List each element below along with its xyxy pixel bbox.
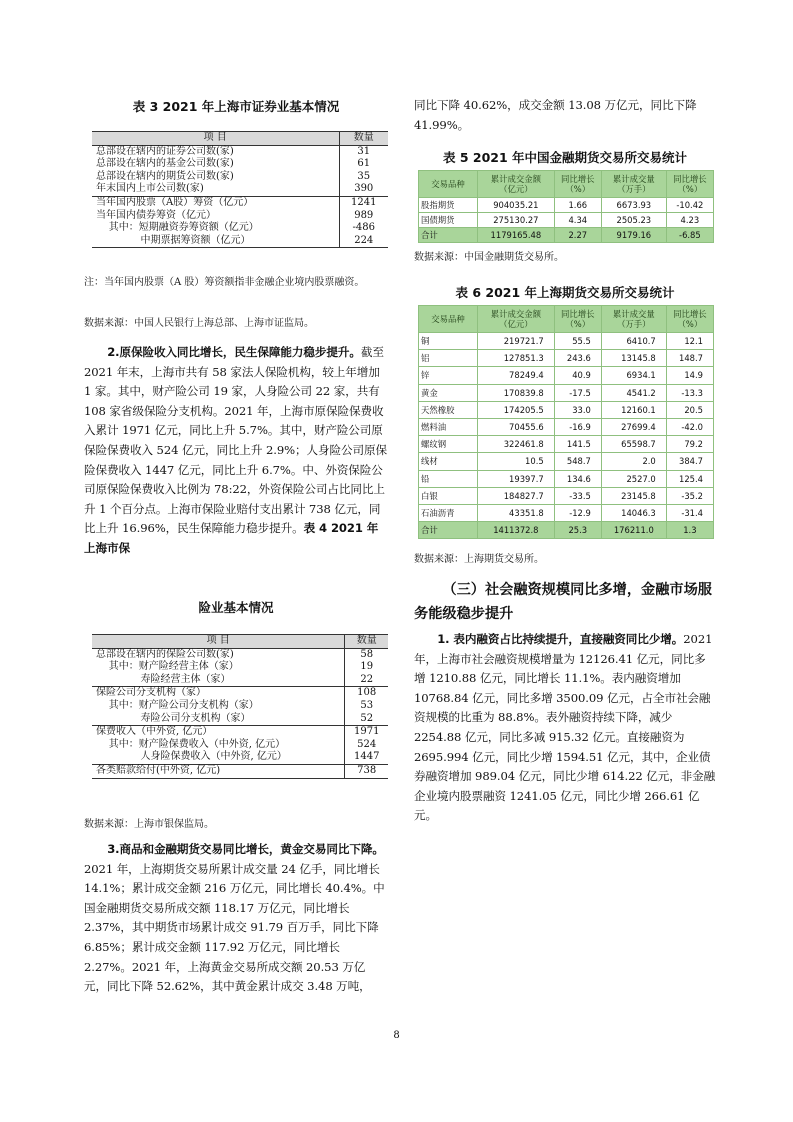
paragraph-insurance-head: 2.原保险收入同比增长，民生保障能力稳步提升。 xyxy=(107,345,361,359)
table-row xyxy=(92,739,388,752)
table-row xyxy=(92,700,388,713)
row-value: 2.0 xyxy=(601,453,666,470)
table-row xyxy=(92,222,388,235)
column-header: 同比增长 （%） xyxy=(666,171,713,198)
section-heading: （三）社会融资规模同比多增，金融市场服务能级稳步提升 xyxy=(414,582,712,622)
row-value: 78249.4 xyxy=(478,367,555,384)
column-header: 数量 xyxy=(345,635,388,649)
row-value: 4.23 xyxy=(666,213,713,228)
row-label: 总部设在辖内的基金公司数(家) xyxy=(96,158,234,170)
table-row xyxy=(92,674,388,687)
table4 xyxy=(92,634,388,779)
column-header: 交易品种 xyxy=(419,171,478,198)
row-value: 125.4 xyxy=(666,470,713,487)
table-row xyxy=(419,213,714,228)
row-value: 14046.3 xyxy=(601,504,666,521)
row-value: 127851.3 xyxy=(478,350,555,367)
row-label: 白银 xyxy=(419,487,478,504)
row-value: 184827.7 xyxy=(478,487,555,504)
table-row xyxy=(92,196,388,209)
row-label: 合计 xyxy=(419,228,478,243)
column-header: 累计成交金额 （亿元） xyxy=(478,306,555,333)
row-value: -13.3 xyxy=(666,384,713,401)
row-label: 其中：财产险经营主体（家） xyxy=(96,661,239,673)
table-row xyxy=(92,687,388,700)
row-label: 其中：短期融资券筹资额（亿元） xyxy=(96,222,259,234)
row-value: -6.85 xyxy=(666,228,713,243)
row-label: 铜 xyxy=(419,333,478,350)
row-label: 保费收入（中外资, 亿元） xyxy=(92,726,345,739)
row-value: 19397.7 xyxy=(478,470,555,487)
column-header: 累计成交量 （万手） xyxy=(601,171,666,198)
row-value: 53 xyxy=(345,700,388,713)
row-label: 锌 xyxy=(419,367,478,384)
column-header: 累计成交金额 （亿元） xyxy=(478,171,555,198)
row-value: 19 xyxy=(345,661,388,674)
row-value: 22 xyxy=(345,674,388,687)
table3-source: 数据来源：中国人民银行上海总部、上海市证监局。 xyxy=(84,318,314,329)
column-header: 交易品种 xyxy=(419,306,478,333)
table-row xyxy=(92,210,388,223)
table-row xyxy=(419,436,714,453)
table4-source: 数据来源：上海市银保监局。 xyxy=(84,819,214,830)
table-row xyxy=(419,470,714,487)
paragraph-financing xyxy=(414,630,716,826)
row-value: -12.9 xyxy=(554,504,601,521)
row-value: 61 xyxy=(339,158,388,171)
table-header-row xyxy=(92,635,388,649)
table5 xyxy=(418,170,714,243)
row-label: 燃料油 xyxy=(419,418,478,435)
row-value: 384.7 xyxy=(666,453,713,470)
row-label: 其中：财产险公司分支机构（家） xyxy=(96,699,259,711)
row-value: 141.5 xyxy=(554,436,601,453)
row-value: 738 xyxy=(345,764,388,778)
row-value: 4.34 xyxy=(554,213,601,228)
row-value: 10.5 xyxy=(478,453,555,470)
row-value: -33.5 xyxy=(554,487,601,504)
row-value: 548.7 xyxy=(554,453,601,470)
table-row xyxy=(419,504,714,521)
table-row xyxy=(419,384,714,401)
row-label: 当年国内债券筹资（亿元） xyxy=(96,209,216,221)
row-label: 总部设在辖内的证券公司数(家) xyxy=(92,145,339,158)
table-row xyxy=(419,401,714,418)
row-value: 1.3 xyxy=(666,522,713,539)
table-row xyxy=(92,235,388,248)
row-value: 58 xyxy=(345,648,388,661)
table-total-row xyxy=(419,228,714,243)
row-value: 176211.0 xyxy=(601,522,666,539)
row-label: 合计 xyxy=(419,522,478,539)
row-value: 6673.93 xyxy=(601,198,666,213)
row-value: 1411372.8 xyxy=(478,522,555,539)
column-header: 项 目 xyxy=(92,132,339,146)
row-value: 904035.21 xyxy=(478,198,555,213)
row-value: 322461.8 xyxy=(478,436,555,453)
row-value: 1971 xyxy=(345,726,388,739)
paragraph-financing-head: 1. 表内融资占比持续提升，直接融资同比少增。 xyxy=(437,632,684,646)
row-value: 148.7 xyxy=(666,350,713,367)
row-value: 12160.1 xyxy=(601,401,666,418)
row-label: 线材 xyxy=(419,453,478,470)
row-value: 2527.0 xyxy=(601,470,666,487)
row-value: 13145.8 xyxy=(601,350,666,367)
page-number: 8 xyxy=(393,1030,400,1041)
column-header: 同比增长 （%） xyxy=(666,306,713,333)
row-value: 31 xyxy=(339,145,388,158)
row-label: 黄金 xyxy=(419,384,478,401)
table4-title-a: 表 4 2021 年上海市保 xyxy=(84,521,379,555)
row-label: 当年国内股票（A股）筹资（亿元） xyxy=(92,196,339,209)
row-label: 石油沥青 xyxy=(419,504,478,521)
column-header: 项 目 xyxy=(92,635,345,649)
table6 xyxy=(418,305,714,539)
row-value: -31.4 xyxy=(666,504,713,521)
row-value: 52 xyxy=(345,713,388,726)
table-header-row xyxy=(92,132,388,146)
table-row xyxy=(92,661,388,674)
paragraph-futures-head: 3.商品和金融期货交易同比增长，黄金交易同比下降。 xyxy=(107,842,384,856)
paragraph-futures-continued: 同比下降 40.62%，成交金额 13.08 万亿元，同比下降 41.99%。 xyxy=(414,98,697,132)
row-value: 70455.6 xyxy=(478,418,555,435)
column-header: 同比增长 （%） xyxy=(554,171,601,198)
row-value: 243.6 xyxy=(554,350,601,367)
table-row xyxy=(92,751,388,764)
table-row xyxy=(92,713,388,726)
row-value: 224 xyxy=(339,235,388,248)
table3-note: 注：当年国内股票（A 股）筹资额指非金融企业境内股票融资。 xyxy=(84,277,365,288)
row-value: 275130.27 xyxy=(478,213,555,228)
table-header-row xyxy=(419,306,714,333)
table-row xyxy=(92,158,388,171)
row-value: 108 xyxy=(345,687,388,700)
row-value: 6410.7 xyxy=(601,333,666,350)
row-value: -10.42 xyxy=(666,198,713,213)
row-value: 170839.8 xyxy=(478,384,555,401)
row-value: -486 xyxy=(339,222,388,235)
row-value: 27699.4 xyxy=(601,418,666,435)
row-label: 股指期货 xyxy=(419,198,478,213)
paragraph-futures-body: 2021 年，上海期货交易所累计成交量 24 亿手，同比增长 14.1%；累计成交金额 216 万亿元，同比增长 40.4%。中国金融期货交易所成交额 118.17 万亿元，同比增长 2.37%，其中期货市场累计成交 91.79 百万手，同比下降 6.85%；累计成交金额 117.92 万亿元，同比增长 2.27%。2021 年，上海黄金交易所成交额 20.53 万亿元，同比下降 52.62%，其中黄金累计成交 3.48 万吨， xyxy=(84,861,385,994)
row-value: -35.2 xyxy=(666,487,713,504)
row-value: 25.3 xyxy=(554,522,601,539)
table6-title: 表 6 2021 年上海期货交易所交易统计 xyxy=(455,285,675,300)
table-row xyxy=(419,453,714,470)
table4-title-b: 险业基本情况 xyxy=(198,600,274,615)
paragraph-insurance xyxy=(84,343,388,559)
table3-title: 表 3 2021 年上海市证券业基本情况 xyxy=(132,99,340,114)
row-value: 1447 xyxy=(345,751,388,764)
table-header-row xyxy=(419,171,714,198)
row-value: 1241 xyxy=(339,196,388,209)
row-label: 年末国内上市公司数(家) xyxy=(96,183,204,195)
row-value: 989 xyxy=(339,210,388,223)
table5-title: 表 5 2021 年中国金融期货交易所交易统计 xyxy=(442,150,688,165)
row-label: 螺纹钢 xyxy=(419,436,478,453)
row-value: 390 xyxy=(339,183,388,196)
row-value: 219721.7 xyxy=(478,333,555,350)
row-label: 铝 xyxy=(419,350,478,367)
row-value: 35 xyxy=(339,171,388,184)
table-row xyxy=(419,487,714,504)
row-value: 2505.23 xyxy=(601,213,666,228)
row-value: 6934.1 xyxy=(601,367,666,384)
row-value: -16.9 xyxy=(554,418,601,435)
row-value: -42.0 xyxy=(666,418,713,435)
row-value: 1.66 xyxy=(554,198,601,213)
table5-source: 数据来源：中国金融期货交易所。 xyxy=(414,252,564,263)
row-value: 1179165.48 xyxy=(478,228,555,243)
row-value: 20.5 xyxy=(666,401,713,418)
row-value: 33.0 xyxy=(554,401,601,418)
row-label: 保险公司分支机构（家） xyxy=(92,687,345,700)
table-row xyxy=(419,418,714,435)
table-row xyxy=(419,198,714,213)
row-value: -17.5 xyxy=(554,384,601,401)
table-row xyxy=(419,350,714,367)
column-header: 累计成交量 （万手） xyxy=(601,306,666,333)
row-value: 79.2 xyxy=(666,436,713,453)
row-value: 43351.8 xyxy=(478,504,555,521)
table-row xyxy=(419,333,714,350)
row-label: 中期票据筹资额（亿元） xyxy=(92,235,339,248)
row-value: 524 xyxy=(345,739,388,752)
table-row xyxy=(419,367,714,384)
row-label: 总部设在辖内的保险公司数(家) xyxy=(92,648,345,661)
row-label: 寿险经营主体（家） xyxy=(96,673,231,685)
row-value: 9179.16 xyxy=(601,228,666,243)
row-value: 134.6 xyxy=(554,470,601,487)
row-label: 其中：财产险保费收入（中外资, 亿元） xyxy=(96,738,286,750)
row-label: 国债期货 xyxy=(419,213,478,228)
row-value: 23145.8 xyxy=(601,487,666,504)
row-label: 人身险保费收入（中外资, 亿元） xyxy=(96,751,287,763)
table-row xyxy=(92,648,388,661)
table-total-row xyxy=(419,522,714,539)
row-label: 总部设在辖内的期货公司数(家) xyxy=(96,170,234,182)
paragraph-insurance-body: 截至 2021 年末，上海市共有 58 家法人保险机构，较上年增加 1 家。其中，财产险公司 19 家，人身险公司 22 家，共有 108 家省级保险分支机构。2021 年，上海市原保险保费收入累计 1971 亿元，同比上升 5.7%。其中，财产险公司原保险保费收入 524 亿元，同比上升 2.9%；人身险公司原保险保费收入 1447 亿元，同比上升 6.7%。中、外资保险公司原保险保费收入比例为 78:22，外资保险公司占比同比上升 1 个百分点。上海市保险业赔付支出累计 738 亿元，同比上升 16.96%，民生保障能力稳步提升。 xyxy=(84,345,388,536)
table-row xyxy=(92,183,388,196)
row-value: 2.27 xyxy=(554,228,601,243)
table-row xyxy=(92,726,388,739)
row-value: 14.9 xyxy=(666,367,713,384)
row-value: 174205.5 xyxy=(478,401,555,418)
row-value: 12.1 xyxy=(666,333,713,350)
table3 xyxy=(92,131,388,248)
column-header: 同比增长 （%） xyxy=(554,306,601,333)
paragraph-futures xyxy=(84,840,388,997)
table6-source: 数据来源：上海期货交易所。 xyxy=(414,554,544,565)
table-row xyxy=(92,764,388,778)
row-label: 铅 xyxy=(419,470,478,487)
row-value: 65598.7 xyxy=(601,436,666,453)
table-row xyxy=(92,171,388,184)
table-row xyxy=(92,145,388,158)
column-header: 数量 xyxy=(339,132,388,146)
row-value: 55.5 xyxy=(554,333,601,350)
row-value: 4541.2 xyxy=(601,384,666,401)
row-label: 各类赔款给付(中外资, 亿元) xyxy=(92,764,345,778)
paragraph-financing-body: 2021 年，上海市社会融资规模增量为 12126.41 亿元，同比多增 1210.88 亿元，同比增长 11.1%。表内融资增加 10768.84 亿元，同比多增 3500.09 亿元，占全市社会融资规模的比重为 88.8%。表外融资持续下降，减少 2254.88 亿元，同比多减 915.32 亿元。直接融资为 2695.994 亿元，同比少增 1594.51 亿元，其中，企业债券融资增加 989.04 亿元，同比少增 614.22 亿元，非金融企业境内股票融资 1241.05 亿元，同比少增 266.61 亿元。 xyxy=(414,632,716,823)
row-label: 天然橡胶 xyxy=(419,401,478,418)
row-value: 40.9 xyxy=(554,367,601,384)
row-label: 寿险公司分支机构（家） xyxy=(96,712,251,724)
